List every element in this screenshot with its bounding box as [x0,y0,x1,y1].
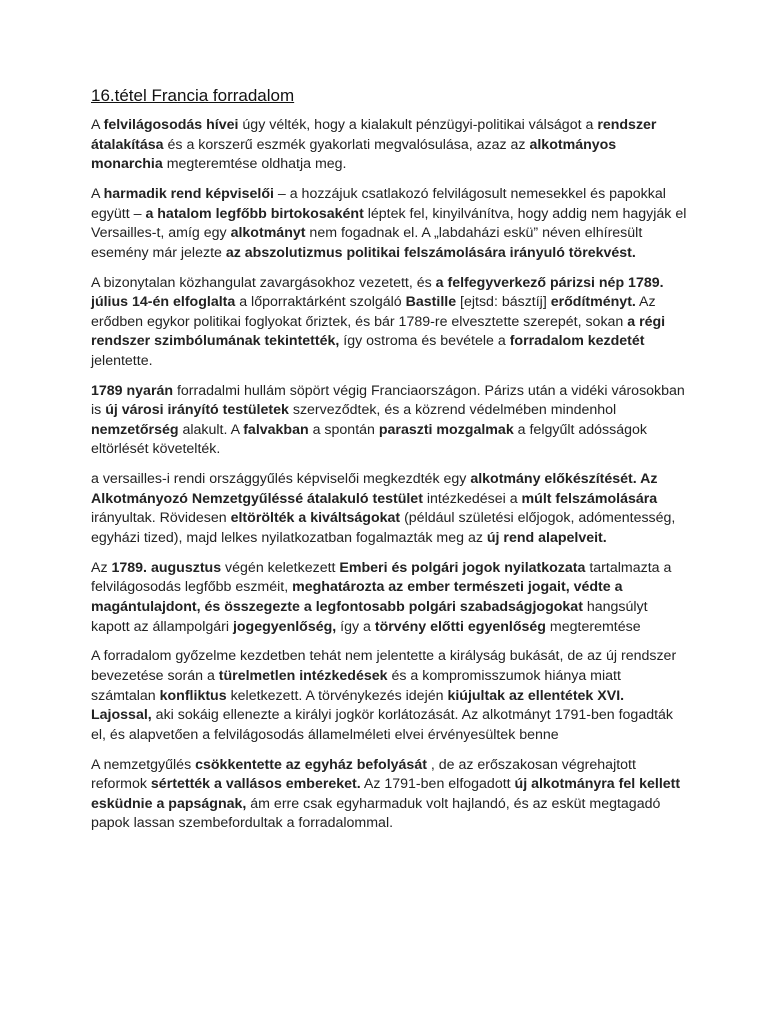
bold-text: 1789 nyarán [91,382,174,399]
bold-text: sértették a vallásos embereket. [150,776,361,793]
paragraph-6 [91,559,688,637]
document-body [91,116,688,834]
bold-text: forradalom kezdetét [509,333,645,350]
text-run: , de az erőszakosan végrehajtott reformok [91,756,636,793]
text-run: Az [91,559,112,576]
bold-text: paraszti mozgalmak [378,421,514,438]
bold-text: a régi rendszer szimbólumának tekintették, [91,313,666,350]
text-run: aki sokáig ellenezte a királyi jogkör korlátozását. Az alkotmányt 1791-ben fogadták el, és alapvetően a felvilágosodás államelméleti elvei érvényesültek benne [91,707,674,743]
text-run: Az erődben egykor politikai foglyokat őriztek, és bár 1789-re elvesztette szerepét, sokan [91,294,656,330]
paragraph-7 [91,647,688,745]
text-run: megteremtése oldhatja meg. [162,156,347,173]
bold-text: felvilágosodás hívei [103,117,239,133]
text-run: jelentette. [91,352,153,369]
bold-text: rendszer átalakítása [91,117,657,153]
paragraph-5 [91,470,688,548]
text-run: A bizonytalan közhangulat zavargásokhoz vezetett, és [91,274,436,291]
bold-text: alkotmányos monarchia [91,136,617,173]
bold-text: erődítményt. [550,294,636,311]
text-run: keletkezett. A törvénykezés idején [226,687,448,704]
text-run: léptek fel, kinyilvánítva, hogy addig nem hagyják el Versailles-t, amíg egy [91,205,687,242]
text-run: intézkedései a [422,490,522,507]
text-run: megteremtése [545,618,641,635]
text-run: úgy vélték, hogy a kialakult pénzügyi-politikai válságot a [238,117,598,133]
bold-text: a hatalom legfőbb birtokosaként [145,205,364,222]
text-run: a versailles-i rendi országgyűlés képviselői megkezdték egy [91,471,471,488]
text-run: így a [336,618,375,635]
text-run: tartalmazta a felvilágosodás legfőbb eszméit, [91,559,672,596]
text-run: ám erre csak egyharmaduk volt hajlandó, és az esküt megtagadó papok lassan szembefordultak a forradalommal. [91,795,661,832]
bold-text: falvakban [243,421,309,438]
bold-text: harmadik rend képviselői [103,185,274,202]
text-run: A nemzetgyűlés [91,756,196,773]
text-run: A [91,117,104,133]
bold-text: türelmetlen intézkedések [218,667,388,684]
text-run: Az 1791-ben elfogadott [360,776,515,793]
paragraph-4 [91,382,688,460]
bold-text: az abszolutizmus politikai felszámolására irányuló törekvést. [225,244,636,261]
bold-text: alkotmányt [230,225,306,242]
text-run: alakult. A [178,421,244,438]
paragraph-2 [91,185,688,263]
paragraph-1 [91,116,688,175]
bold-text: új városi irányító testületek [105,402,289,419]
bold-text: törvény előtti egyenlőség [374,618,546,635]
bold-text: Bastille [405,294,457,311]
bold-text: a felfegyverkező párizsi nép 1789. július 14-én elfoglalta [91,274,664,311]
text-run: és a kompromisszumok hiánya miatt számtalan [91,667,621,704]
bold-text: alkotmány előkészítését. Az Alkotmányozó Nemzetgyűléssé átalakuló testület [91,471,658,507]
bold-text: meghatározta az ember természeti jogait, védte a magántulajdont, és összegezte a legfontosabb polgári szabadságjogokat [91,579,623,615]
bold-text: új rend alapelveit. [486,530,607,547]
text-run: és a korszerű eszmék gyakorlati megvalósulása, azaz az [163,136,530,153]
text-run: nem fogadnak el. A „labdaházi eskü” néven elhíresült esemény már jelezte [91,225,643,261]
bold-text: eltörölték a kiváltságokat [230,510,401,527]
text-run: a spontán [308,421,379,438]
bold-text: nemzetőrség [91,421,179,438]
text-run: szerveződtek, és a közrend védelmében mindenhol [288,402,617,419]
text-run: A [91,185,104,202]
text-run: végén keletkezett [221,559,340,576]
text-run: irányultak. Rövidesen [91,510,231,527]
text-run: [ejtsd: básztíj] [456,294,551,311]
text-run: a felgyűlt adósságok eltörlését követelték. [91,421,648,458]
text-run: forradalmi hullám söpört végig Franciaországon. Párizs után a vidéki városokban is [91,382,685,419]
document-title: 16.tétel Francia forradalom [91,86,295,105]
bold-text: Emberi és polgári jogok nyilatkozata [339,559,586,576]
text-run: hangsúlyt kapott az állampolgári [91,599,648,635]
paragraph-3 [91,274,688,372]
paragraph-8 [91,756,688,834]
bold-text: csökkentette az egyház befolyását [195,756,427,773]
text-run: A forradalom győzelme kezdetben tehát nem jelentette a királyság bukását, de az új rendszer bevezetése során a [91,648,677,684]
text-run: (például születési előjogok, adómentesség, egyházi tized), majd lelkes nyilatkozatban fogalmazták meg az [91,510,676,547]
text-run: a lőporraktárként szolgáló [235,294,406,311]
bold-text: új alkotmányra fel kellett esküdnie a papságnak, [91,776,681,812]
bold-text: múlt felszámolására [521,490,658,507]
bold-text: kiújultak az ellentétek XVI. Lajossal, [91,687,625,724]
bold-text: konfliktus [159,687,227,704]
bold-text: 1789. augusztus [111,559,222,576]
text-run: – a hozzájuk csatlakozó felvilágosult nemesekkel és papokkal együtt – [91,185,666,222]
text-run: így ostroma és bevétele a [339,333,510,350]
bold-text: jogegyenlőség, [232,618,337,635]
